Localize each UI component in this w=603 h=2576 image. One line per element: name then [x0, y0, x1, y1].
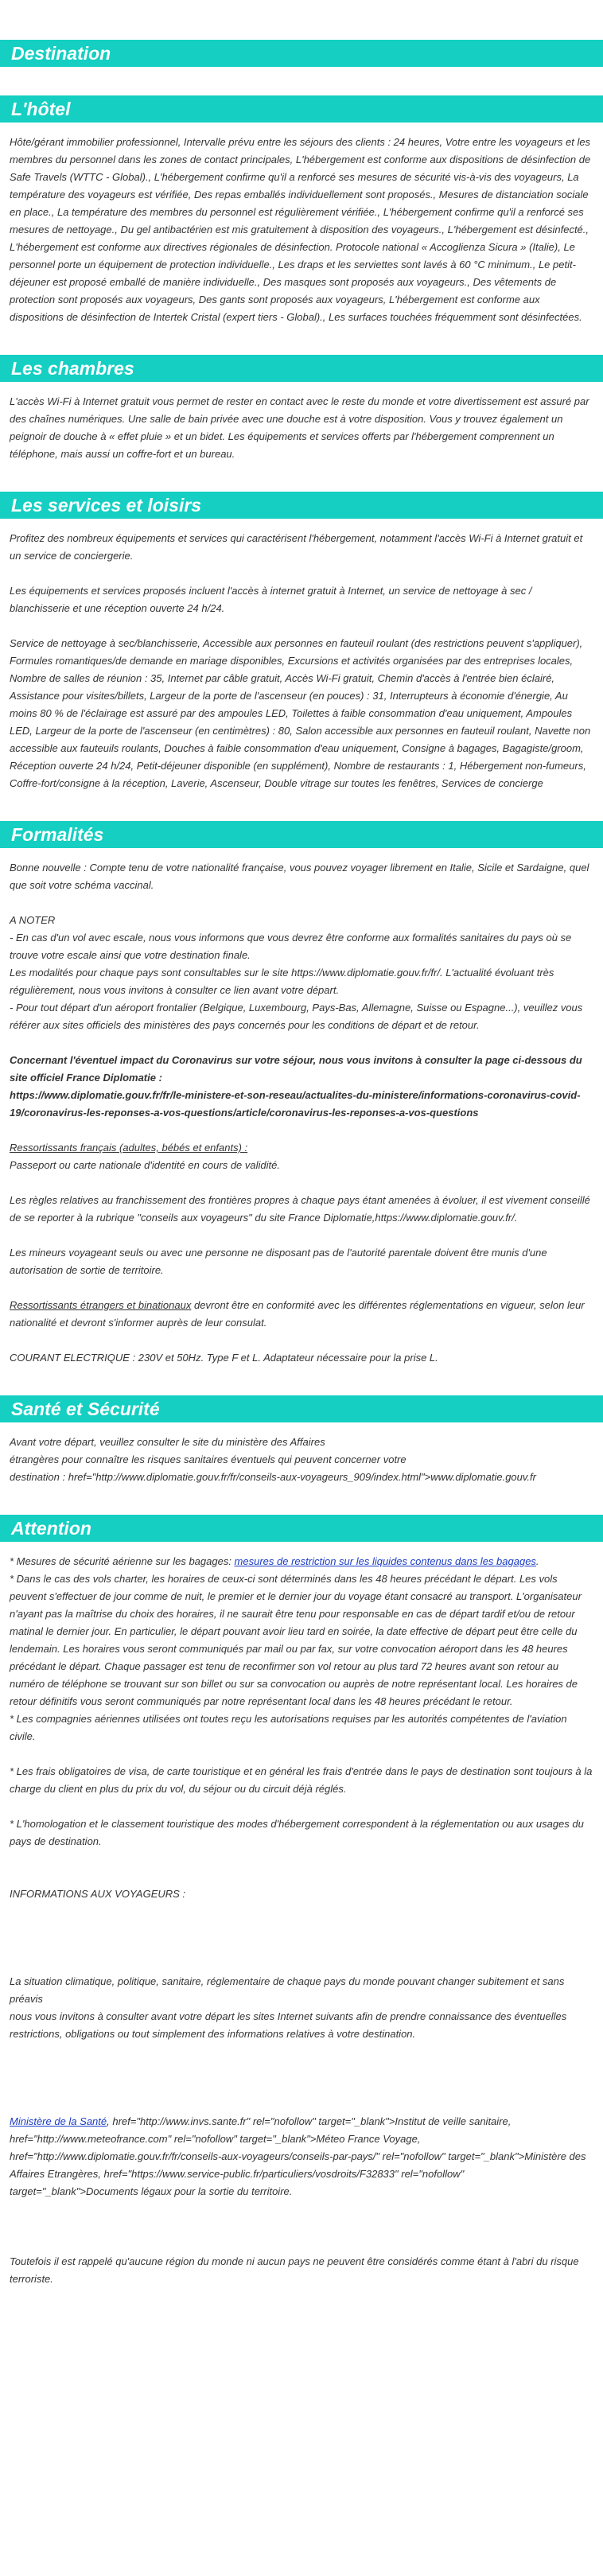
services-section	[0, 530, 603, 792]
formalities-electric: COURANT ELECTRIQUE : 230V et 50Hz. Type F et L. Adaptateur nécessaire pour la prise L.	[10, 1352, 438, 1364]
attention-accommodation-rating: * L'homologation et le classement touristique des modes d'hébergement correspondent à la réglementation ou aux usages du pays de destination.	[10, 1818, 584, 1847]
formalities-french-nationals	[10, 1139, 593, 1174]
french-nationals-body: Passeport ou carte nationale d'identité en cours de validité.	[10, 1159, 280, 1171]
health-ministry-link[interactable]: Ministère de la Santé	[10, 2115, 107, 2127]
health-description: Avant votre départ, veuillez consulter le site du ministère des Affaires étrangères pour connaître les risques sanitaires éventuels qui peuvent concerner votre destination : href="http://www.diplomatie.gouv.fr/fr/conseils-aux-voyageurs_909/index.html">www.diplomatie.gouv.fr	[10, 1436, 536, 1483]
services-intro: Profitez des nombreux équipements et services qui caractérisent l'hébergement, notamment l'accès Wi-Fi à Internet gratuit et un service de conciergerie.	[10, 532, 583, 562]
baggage-suffix: .	[535, 1555, 539, 1567]
section-title-health: Santé et Sécurité	[0, 1395, 603, 1422]
attention-charter-flights: * Dans le cas des vols charter, les horaires de ceux-ci sont déterminés dans les 48 heures précédant le départ. Les vols peuvent s'effectuer de jour comme de nuit, le premier et le dernier jour du voyage étant consacré au transport. L'organisateur n'ayant pas la maîtrise du choix des horaires, il ne saurait être tenu pour responsable en cas de départ tardif et/ou de retour matinal le dernier jour. En particulier, le départ pouvant avoir lieu tard en soirée, la date effective de départ peut être celle du lendemain. Les horaires vous seront communiqués par mail ou par fax, sur votre convocation aéroport dans les 48 heures précédant le départ. Chaque passager est tenu de reconfirmer son vol retour au plus tard 72 heures avant son retour au numéro de téléphone se trouvant sur son billet ou sur sa convocation ou auprès de notre représentant local. Les horaires de retour définitifs vous seront communiqués par notre représentant local dans les 48 heures précédant le retour. * Les compagnies aériennes utilisées ont toutes reçu les autorisations requises par les autorités compétentes de l'aviation civile.	[10, 1573, 582, 1742]
hotel-description: Hôte/gérant immobilier professionnel, Intervalle prévu entre les séjours des clients : 24 heures, Votre entre les voyageurs et les membres du personnel dans les zones de contact principales, L'hébergement est conforme aux dispositions de désinfection de Safe Travels (WTTC - Global)., L'hébergement confirme qu'il a renforcé ses mesures de sécurité vis-à-vis des voyageurs, La température des voyageurs est vérifiée, Des repas emballés individuellement sont proposés., Mesures de distanciation sociale en place., La température des membres du personnel est régulièrement vérifiée., L'hébergement confirme qu'il a renforcé ses mesures de nettoyage., Du gel antibactérien est mis gratuitement à disposition des voyageurs., L'hébergement est désinfecté., L'hébergement est conforme aux directives régionales de désinfection. Protocole national « Accoglienza Sicura » (Italie), Le personnel porte un équipement de protection individuelle., Les draps et les serviettes sont lavés à 60 °C minimum., Le petit-déjeuner est proposé emballé de manière individuelle., Des masques sont proposés aux voyageurs., Des vêtements de protection sont proposés aux voyageurs, Des gants sont proposés aux voyageurs, L'hébergement est conforme aux dispositions de désinfection de Intertek Cristal (expert tiers - Global)., Les surfaces touchées fréquemment sont désinfectées.	[10, 136, 591, 323]
foreign-nationals-heading: Ressortissants étrangers et binationaux	[10, 1299, 192, 1311]
attention-terrorism: Toutefois il est rappelé qu'aucune région du monde ni aucun pays ne peuvent être considérés comme étant à l'abri du risque terroriste.	[10, 2255, 579, 2285]
section-title-hotel: L'hôtel	[0, 95, 603, 123]
formalities-border-rules: Les règles relatives au franchissement des frontières propres à chaque pays étant amenées à évoluer, il est vivement conseillé de se reporter à la rubrique "conseils aux voyageurs" du site France Diplomatie,https://www.diplomatie.gouv.fr/.	[10, 1194, 590, 1224]
section-title-rooms: Les chambres	[0, 355, 603, 382]
attention-info-heading: INFORMATIONS AUX VOYAGEURS :	[10, 1888, 186, 1900]
attention-climate: La situation climatique, politique, sanitaire, réglementaire de chaque pays du monde pouvant changer subitement et sans préavis nous vous invitons à consulter avant votre départ les sites Internet suivants afin de prendre connaissance des éventuelles restrictions, obligations ou tout simplement des informations relatives à votre destination.	[10, 1975, 567, 2040]
section-title-attention: Attention	[0, 1515, 603, 1542]
health-section	[0, 1434, 603, 1486]
formalities-covid: Concernant l'éventuel impact du Coronavirus sur votre séjour, nous vous invitons à consulter la page ci-dessous du site officiel France Diplomatie : https://www.diplomatie.gouv.fr/fr/le-ministere-et-son-reseau/actualites-du-ministere/informations-coronavirus-covid-19/coronavirus-les-reponses-a-vos-questions/article/coronavirus-les-reponses-a-vos-questions	[10, 1054, 582, 1119]
formalities-good-news: Bonne nouvelle : Compte tenu de votre nationalité française, vous pouvez voyager librement en Italie, Sicile et Sardaigne, quel que soit votre schéma vaccinal.	[10, 862, 589, 891]
attention-links	[10, 2113, 593, 2200]
foreign-nationals-body: devront être en conformité avec les différentes réglementations en vigueur, selon leur nationalité et devront s'informer auprès de leur consulat.	[10, 1299, 585, 1329]
rooms-description: L'accès Wi-Fi à Internet gratuit vous permet de rester en contact avec le reste du monde et votre divertissement est assuré par des chaînes numériques. Une salle de bain privée avec une douche est à votre disposition. Vous y trouvez également un peignoir de douche à « effet pluie » et un bidet. Les équipements et services offerts par l'hébergement comprennent un téléphone, mais aussi un coffre-fort et un bureau.	[10, 395, 589, 460]
formalities-minors: Les mineurs voyageant seuls ou avec une personne ne disposant pas de l'autorité parentale doivent être munis d'une autorisation de sortie de territoire.	[10, 1247, 547, 1276]
section-title-destination: Destination	[0, 40, 603, 67]
section-title-services: Les services et loisirs	[0, 492, 603, 519]
formalities-note: A NOTER - En cas d'un vol avec escale, nous vous informons que vous devrez être conforme aux formalités sanitaires du pays où se trouve votre escale ainsi que votre destination finale. Les modalités pour chaque pays sont consultables sur le site https://www.diplomatie.gouv.fr/fr/. L'actualité évoluant très régulièrement, nous vous invitons à consulter ce lien avant votre départ. - Pour tout départ d'un aéroport frontalier (Belgique, Luxembourg, Pays-Bas, Allemagne, Suisse ou Espagne...), veuillez vous référer aux sites officiels des ministères des pays concernés pour les conditions de départ et de retour.	[10, 914, 583, 1031]
section-title-formalities: Formalités	[0, 821, 603, 848]
liquids-restriction-link[interactable]: mesures de restriction sur les liquides contenus dans les bagages	[234, 1555, 536, 1567]
links-rest: , href="http://www.invs.sante.fr" rel="nofollow" target="_blank">Institut de veille sanitaire, href="http://www.meteofrance.com" rel="nofollow" target="_blank">Méteo France Voyage, href="http://www.diplomatie.gouv.fr/fr/conseils-aux-voyageurs/conseils-par-pays/" rel="nofollow" target="_blank">Ministère des Affaires Etrangères, href="https://www.service-public.fr/particuliers/vosdroits/F32833" rel="nofollow" target="_blank">Documents légaux pour la sortie du territoire.	[10, 2115, 586, 2197]
rooms-section	[0, 393, 603, 463]
hotel-section	[0, 134, 603, 326]
attention-section	[0, 1553, 603, 2288]
services-list: Service de nettoyage à sec/blanchisserie, Accessible aux personnes en fauteuil roulant (des restrictions peuvent s'appliquer), Formules romantiques/de demande en mariage disponibles, Excursions et activités organisées par des entreprises locales, Nombre de salles de réunion : 35, Internet par câble gratuit, Accès Wi-Fi gratuit, Chemin d'accès à l'entrée bien éclairé, Assistance pour visites/billets, Largeur de la porte de l'ascenseur (en pouces) : 31, Interrupteurs à économie d'énergie, Au moins 80 % de l'éclairage est assuré par des ampoules LED, Toilettes à faible consommation d'eau uniquement, Ampoules LED, Largeur de la porte de l'ascenseur (en centimètres) : 80, Salon accessible aux personnes en fauteuil roulant, Navette non accessible aux fauteuils roulants, Douches à faible consommation d'eau uniquement, Consigne à bagages, Bagagiste/groom, Réception ouverte 24 h/24, Petit-déjeuner disponible (en supplément), Nombre de restaurants : 1, Hébergement non-fumeurs, Coffre-fort/consigne à la réception, Laverie, Ascenseur, Double vitrage sur toutes les fenêtres, Services de concierge	[10, 637, 591, 789]
attention-visa-fees: * Les frais obligatoires de visa, de carte touristique et en général les frais d'entrée dans le pays de destination sont toujours à la charge du client en plus du prix du vol, du séjour ou du circuit déjà réglés.	[10, 1765, 593, 1795]
french-nationals-heading: Ressortissants français (adultes, bébés et enfants) :	[10, 1142, 248, 1154]
services-summary: Les équipements et services proposés incluent l'accès à internet gratuit à Internet, un service de nettoyage à sec / blanchisserie et une réception ouverte 24 h/24.	[10, 585, 532, 614]
baggage-prefix: * Mesures de sécurité aérienne sur les bagages:	[10, 1555, 235, 1567]
formalities-section	[0, 859, 603, 1367]
attention-baggage	[10, 1553, 593, 1570]
formalities-foreign-nationals	[10, 1297, 593, 1332]
